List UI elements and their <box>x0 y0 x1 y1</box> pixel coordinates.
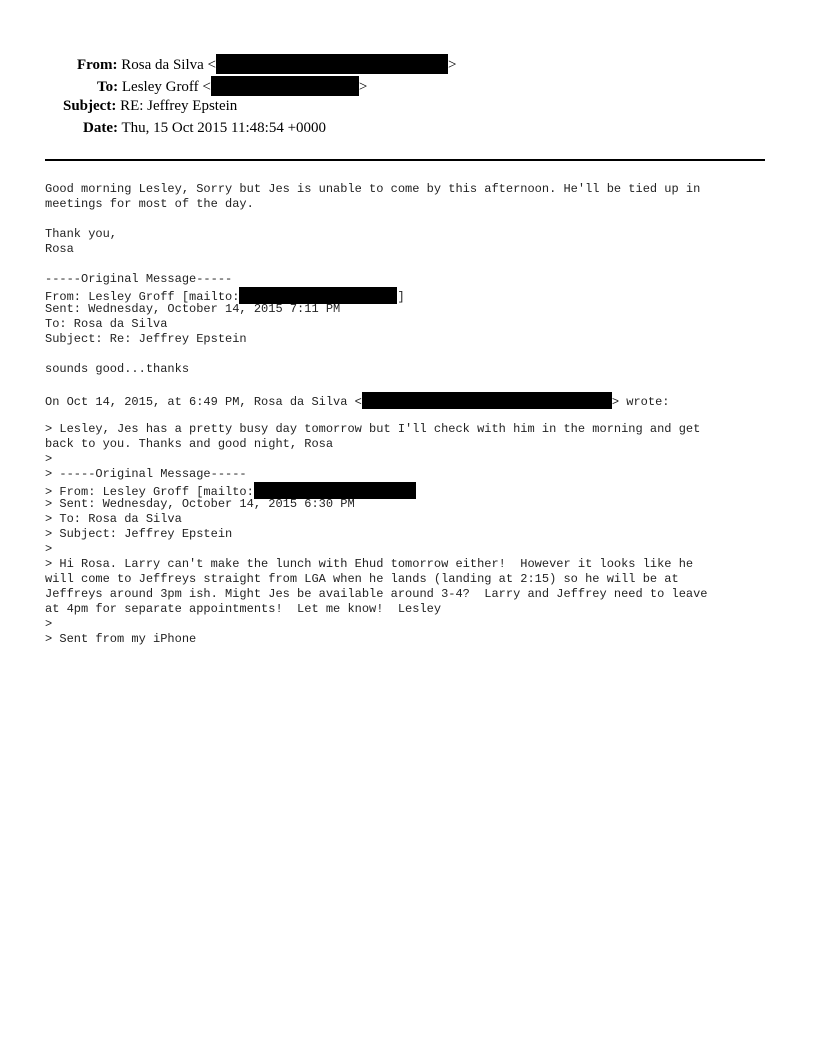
body-line: Thank you, <box>45 227 118 241</box>
redaction-box <box>216 54 448 74</box>
quoted-line: at 4pm for separate appointments! Let me know! Lesley <box>45 602 442 616</box>
subject-value: RE: Jeffrey Epstein <box>120 98 238 114</box>
quoted-line: back to you. Thanks and good night, Rosa <box>45 437 334 451</box>
quoted-line: > To: Rosa da Silva <box>45 512 182 526</box>
reply-text: sounds good...thanks <box>45 362 190 376</box>
subject-row <box>63 98 237 115</box>
original-subject: Subject: Re: Jeffrey Epstein <box>45 332 247 346</box>
quoted-from-text: > From: Lesley Groff [mailto: <box>45 485 254 499</box>
body-line: meetings for most of the day. <box>45 197 254 211</box>
quoted-line: > Subject: Jeffrey Epstein <box>45 527 233 541</box>
from-row <box>77 54 456 74</box>
wrote-line <box>45 392 669 410</box>
quoted-line: > <box>45 542 53 556</box>
subject-label: Subject: <box>63 98 117 114</box>
wrote-close: > wrote: <box>611 395 670 409</box>
original-message-separator: -----Original Message----- <box>45 272 233 286</box>
date-value: Thu, 15 Oct 2015 11:48:54 +0000 <box>121 120 327 136</box>
quoted-line: > <box>45 452 53 466</box>
to-value: Lesley Groff < <box>121 79 211 95</box>
quoted-line: > <box>45 617 53 631</box>
signature: Rosa <box>45 242 74 256</box>
redaction-box <box>211 76 359 96</box>
to-close: > <box>358 79 368 95</box>
redaction-box <box>362 392 612 409</box>
quoted-line: > Hi Rosa. Larry can't make the lunch with Ehud tomorrow either! However it looks like he <box>45 557 694 571</box>
header-divider <box>45 159 765 161</box>
original-from-close: ] <box>397 290 405 304</box>
quoted-line: > Lesley, Jes has a pretty busy day tomorrow but I'll check with him in the morning and get <box>45 422 701 436</box>
quoted-line: > Sent from my iPhone <box>45 632 197 646</box>
quoted-line: Jeffreys around 3pm ish. Might Jes be available around 3-4? Larry and Jeffrey need to leave <box>45 587 708 601</box>
body-line: Good morning Lesley, Sorry but Jes is unable to come by this afternoon. He'll be tied up in <box>45 182 701 196</box>
from-close: > <box>448 57 457 73</box>
date-row <box>83 120 326 137</box>
original-sent: Sent: Wednesday, October 14, 2015 7:11 PM <box>45 302 341 316</box>
quoted-line: > Sent: Wednesday, October 14, 2015 6:30 PM <box>45 497 355 511</box>
original-to: To: Rosa da Silva <box>45 317 168 331</box>
from-label: From: <box>77 57 118 73</box>
to-row <box>97 76 367 96</box>
to-label: To: <box>97 79 119 95</box>
from-value: Rosa da Silva < <box>121 57 216 73</box>
date-label: Date: <box>83 120 118 136</box>
wrote-text: On Oct 14, 2015, at 6:49 PM, Rosa da Silva < <box>45 395 362 409</box>
quoted-line: > -----Original Message----- <box>45 467 247 481</box>
original-from-text: From: Lesley Groff [mailto: <box>45 290 240 304</box>
quoted-line: will come to Jeffreys straight from LGA when he lands (landing at 2:15) so he will be at <box>45 572 679 586</box>
